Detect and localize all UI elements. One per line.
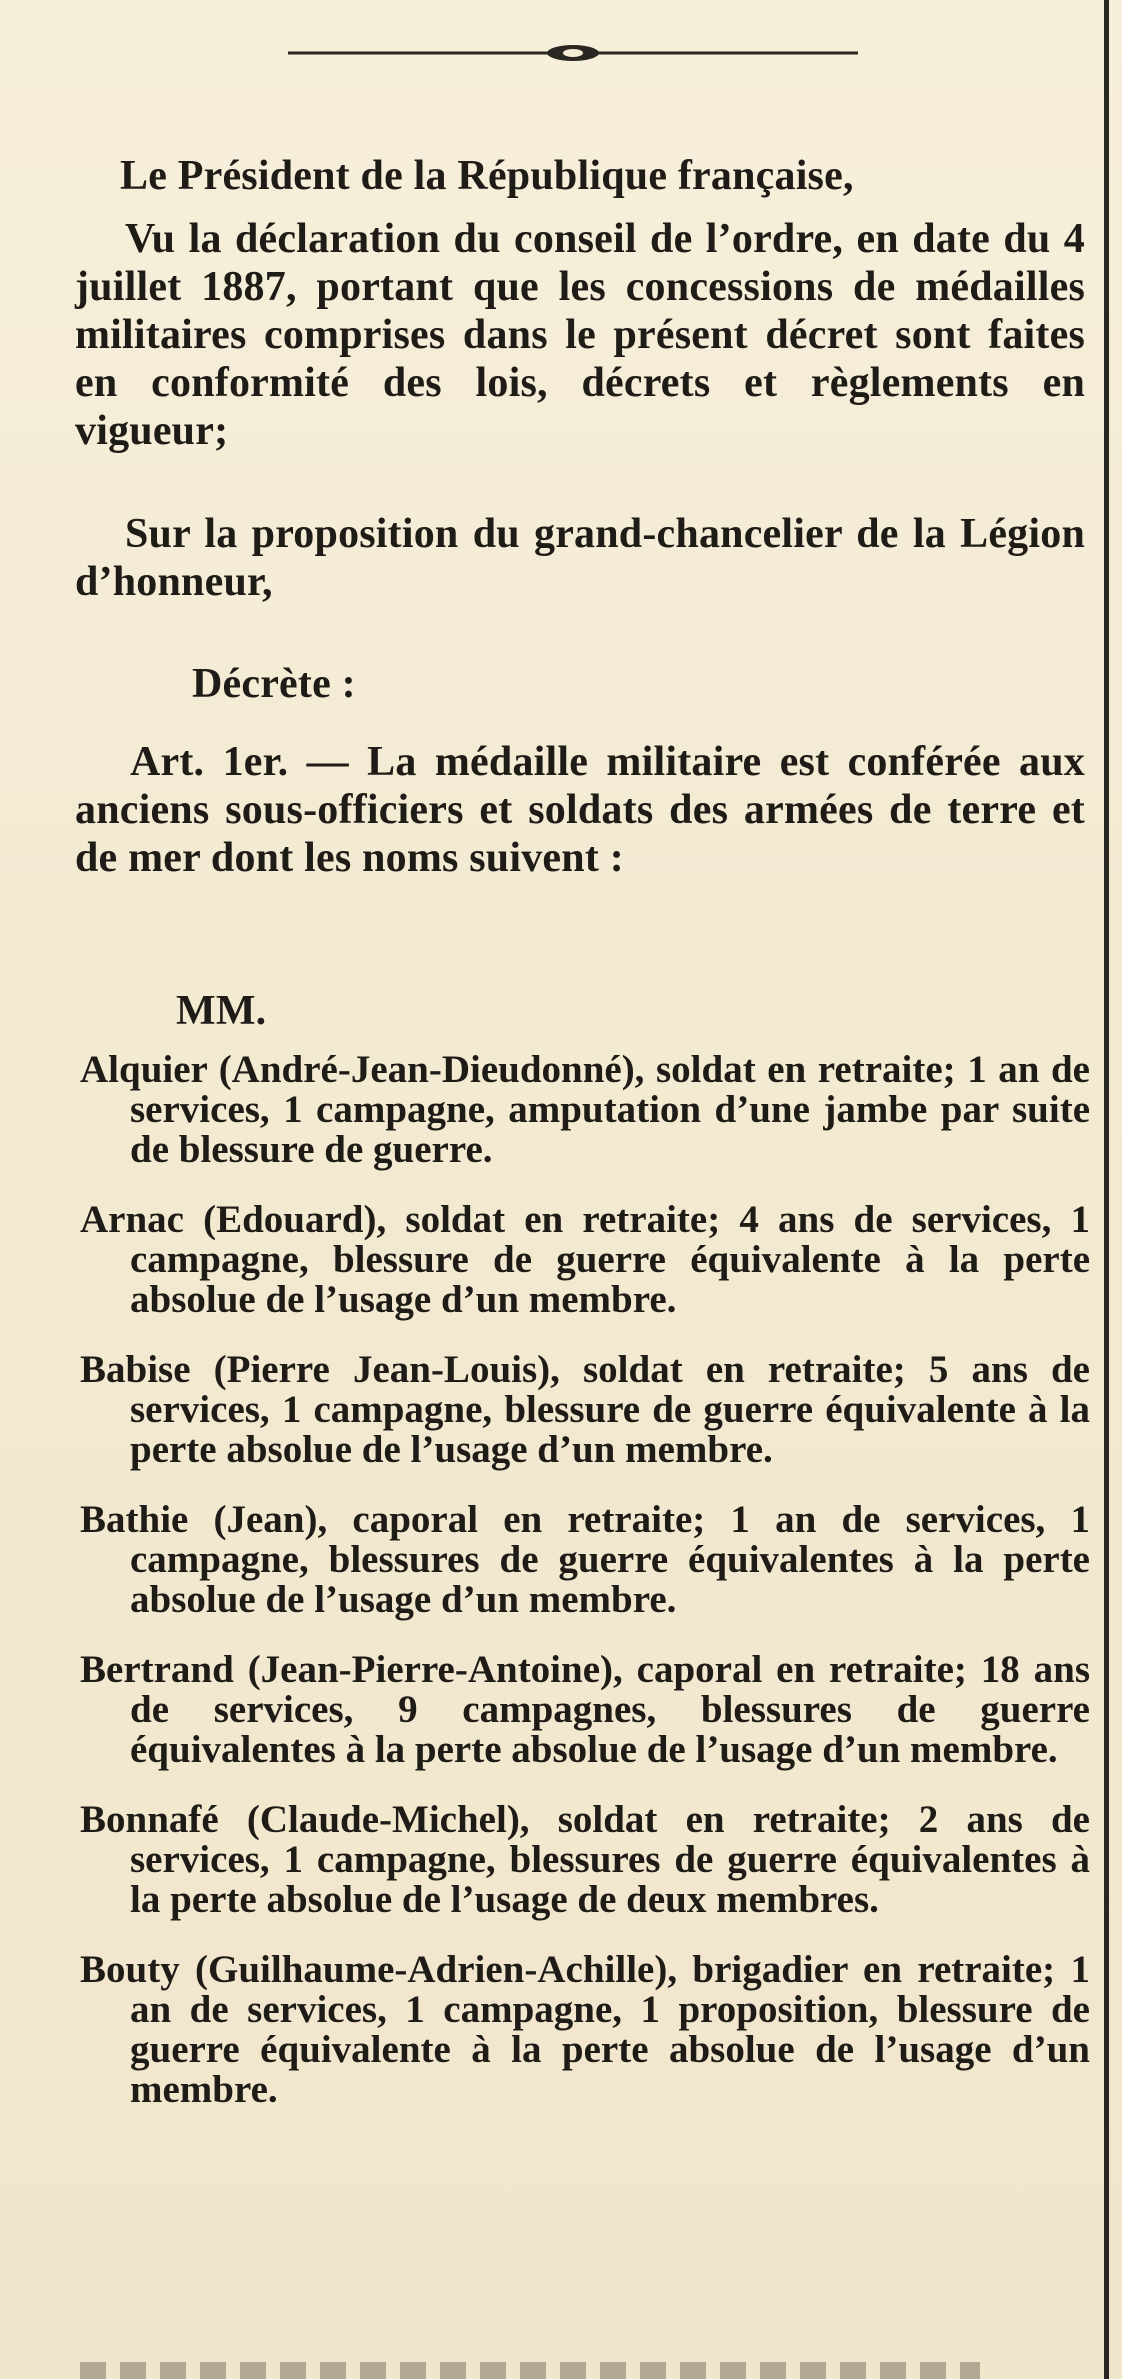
- list-item: Bertrand (Jean-Pierre-Antoine), caporal en retraite; 18 ans de services, 9 campagnes, blessures de guerre équivalentes à la perte absolue de l’usage d’un membre.: [80, 1648, 1090, 1771]
- cropped-text-fragment: [80, 2362, 980, 2379]
- column-rule: [1104, 0, 1109, 2379]
- list-item: Alquier (André-Jean-Dieudonné), soldat en retraite; 1 an de services, 1 campagne, amputation d’une jambe par suite de blessure de guerre.: [80, 1048, 1090, 1171]
- preamble-paragraph: Vu la déclaration du conseil de l’ordre, en date du 4 juillet 1887, portant que les concessions de médailles militaires comprises dans le présent décret sont faites en conformité des lois, décrets et règlements en vigueur;: [75, 216, 1085, 454]
- ornamental-divider: [288, 42, 858, 64]
- decree-title: Le Président de la République française,: [120, 153, 854, 199]
- list-item: Babise (Pierre Jean-Louis), soldat en retraite; 5 ans de services, 1 campagne, blessure de guerre équivalente à la perte absolue de l’usage d’un membre.: [80, 1348, 1090, 1471]
- decree-heading: Décrète :: [192, 661, 356, 707]
- proposal-paragraph: Sur la proposition du grand-chancelier de la Légion d’honneur,: [75, 511, 1085, 605]
- list-item: Bathie (Jean), caporal en retraite; 1 an de services, 1 campagne, blessures de guerre équivalentes à la perte absolue de l’usage d’un membre.: [80, 1498, 1090, 1621]
- article-one: Art. 1er. — La médaille militaire est conférée aux anciens sous-officiers et soldats des armées de terre et de mer dont les noms suivent :: [75, 739, 1085, 881]
- recipient-list: [80, 1050, 1090, 2140]
- list-item: Arnac (Edouard), soldat en retraite; 4 ans de services, 1 campagne, blessure de guerre équivalente à la perte absolue de l’usage d’un membre.: [80, 1198, 1090, 1321]
- salutation: MM.: [176, 988, 267, 1034]
- list-item: Bouty (Guilhaume-Adrien-Achille), brigadier en retraite; 1 an de services, 1 campagne, 1 proposition, blessure de guerre équivalente à la perte absolue de l’usage d’un membre.: [80, 1948, 1090, 2111]
- list-item: Bonnafé (Claude-Michel), soldat en retraite; 2 ans de services, 1 campagne, blessures de guerre équivalentes à la perte absolue de l’usage de deux membres.: [80, 1798, 1090, 1921]
